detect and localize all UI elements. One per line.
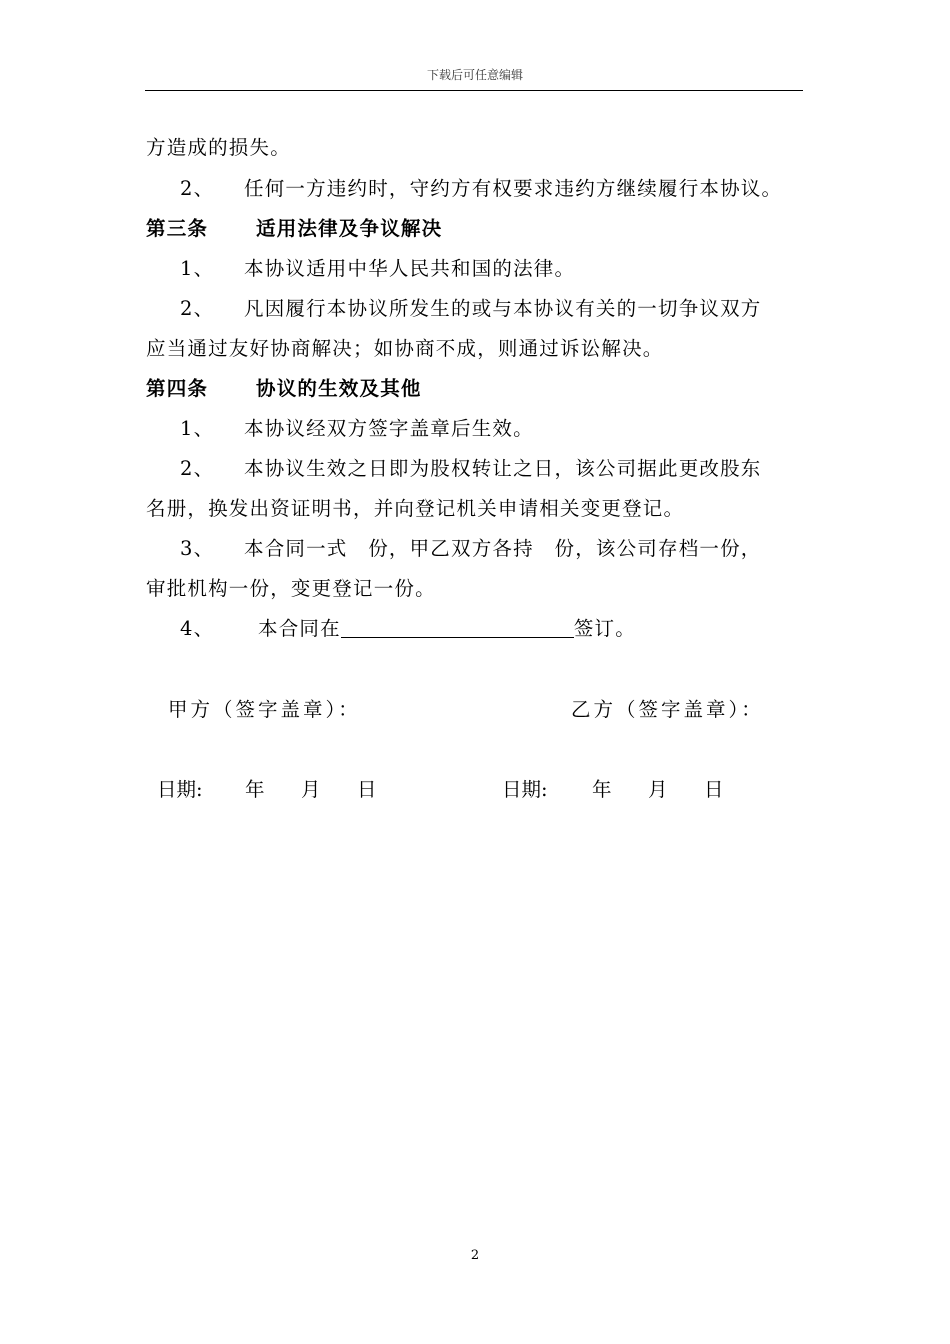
clause-4-4 bbox=[180, 616, 636, 642]
article-label: 第四条 bbox=[146, 377, 209, 400]
article-4-heading bbox=[146, 376, 422, 402]
clause-text: 任何一方违约时，守约方有权要求违约方继续履行本协议。 bbox=[244, 177, 783, 200]
month-label: 月 bbox=[648, 778, 668, 801]
day-label: 日 bbox=[704, 778, 724, 801]
article-label: 第三条 bbox=[146, 217, 209, 240]
year-label: 年 bbox=[245, 778, 265, 801]
clause-number: 3、 bbox=[180, 537, 215, 560]
clause-number: 4、 bbox=[180, 617, 215, 640]
date-label: 日期: bbox=[502, 778, 548, 801]
article-title: 适用法律及争议解决 bbox=[256, 217, 443, 240]
paragraph-continuation: 方造成的损失。 bbox=[146, 136, 291, 159]
signing-place-blank bbox=[341, 617, 574, 638]
article-3-heading bbox=[146, 216, 442, 242]
clause-4-1 bbox=[180, 416, 534, 442]
article-title: 协议的生效及其他 bbox=[256, 377, 422, 400]
clause-text: 凡因履行本协议所发生的或与本协议有关的一切争议双方 bbox=[244, 297, 762, 320]
clause-number: 2、 bbox=[180, 297, 215, 320]
clause-text: 本协议适用中华人民共和国的法律。 bbox=[244, 257, 576, 280]
clause-text: 本合同一式 份，甲乙双方各持 份，该公司存档一份， bbox=[244, 537, 762, 560]
clause-4-3 bbox=[180, 536, 762, 562]
clause-number: 2、 bbox=[180, 457, 215, 480]
clause-2-2 bbox=[180, 176, 782, 202]
date-label: 日期: bbox=[157, 778, 203, 801]
clause-text-before: 本合同在 bbox=[258, 617, 341, 640]
party-b-signature-label: 乙方（签字盖章）： bbox=[571, 698, 764, 721]
page-number: 2 bbox=[470, 1248, 480, 1263]
page-header: 下载后可任意编辑 bbox=[426, 68, 523, 82]
year-label: 年 bbox=[592, 778, 612, 801]
clause-3-2-continuation: 应当通过友好协商解决；如协商不成，则通过诉讼解决。 bbox=[146, 337, 664, 360]
clause-4-2-continuation: 名册，换发出资证明书，并向登记机关申请相关变更登记。 bbox=[146, 497, 685, 520]
clause-text: 本协议生效之日即为股权转让之日，该公司据此更改股东 bbox=[244, 457, 762, 480]
clause-number: 2、 bbox=[180, 177, 215, 200]
clause-text-after: 签订。 bbox=[573, 617, 636, 640]
clause-3-2 bbox=[180, 296, 762, 322]
clause-4-2 bbox=[180, 456, 762, 482]
clause-3-1 bbox=[180, 256, 575, 282]
clause-number: 1、 bbox=[180, 417, 215, 440]
party-a-signature-label: 甲方（签字盖章）： bbox=[168, 698, 361, 721]
header-divider bbox=[145, 90, 803, 91]
month-label: 月 bbox=[301, 778, 321, 801]
day-label: 日 bbox=[357, 778, 377, 801]
clause-text: 本协议经双方签字盖章后生效。 bbox=[244, 417, 534, 440]
clause-number: 1、 bbox=[180, 257, 215, 280]
clause-4-3-continuation: 审批机构一份，变更登记一份。 bbox=[146, 577, 436, 600]
